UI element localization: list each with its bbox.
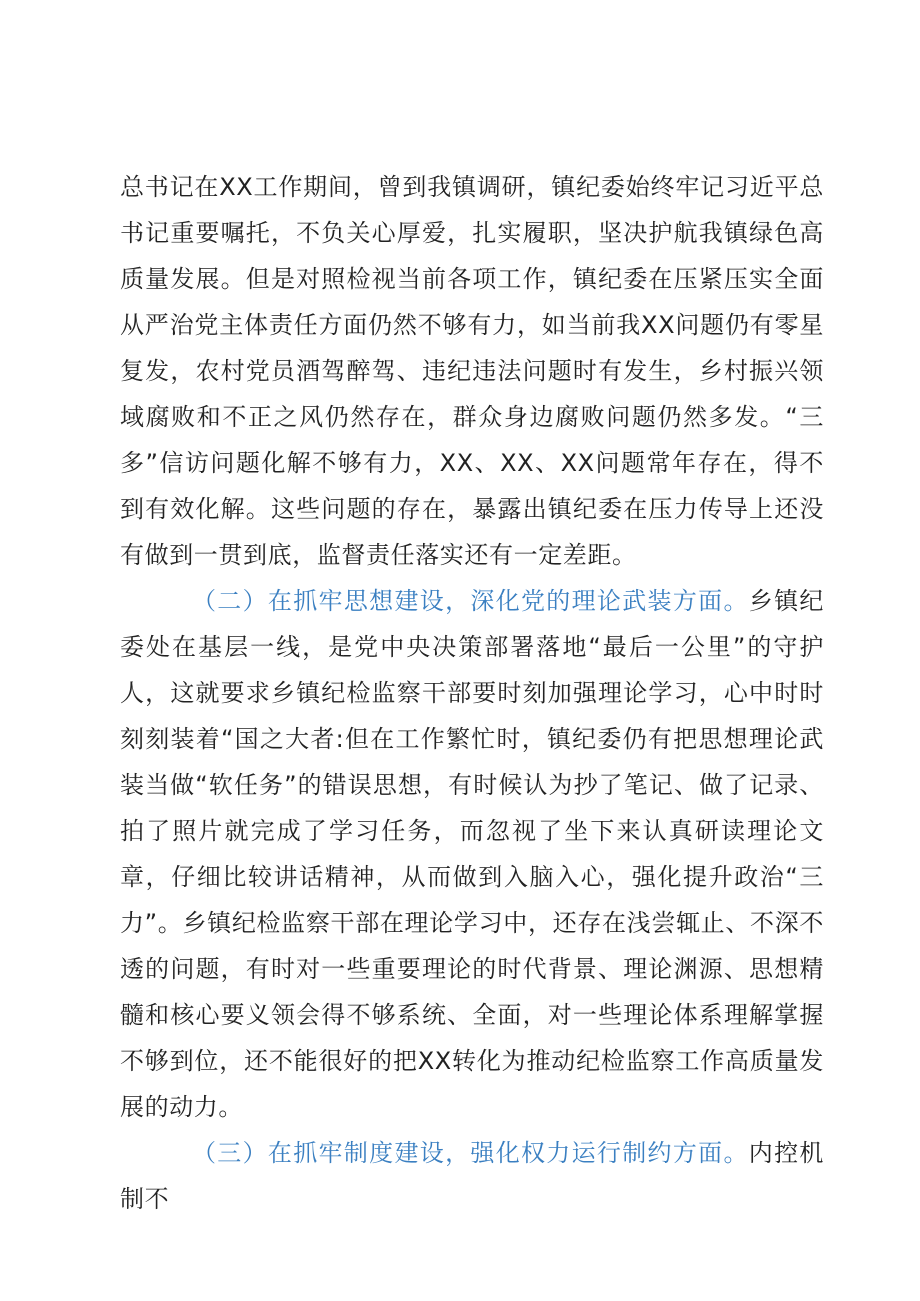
section-heading-2: （二）在抓牢思想建设，深化党的理论武装方面。 <box>192 587 749 615</box>
paragraph-1 <box>120 164 824 578</box>
section-heading-3: （三）在抓牢制度建设，强化权力运行制约方面。 <box>192 1139 749 1167</box>
paragraph-3 <box>120 1130 824 1222</box>
paragraph-3-text: 内控机制不 <box>120 1139 824 1213</box>
document-body <box>120 164 824 1222</box>
paragraph-2-text: 乡镇纪委处在基层一线，是党中央决策部署落地“最后一公里”的守护人，这就要求乡镇纪检监察干部要时刻加强理论学习，心中时时刻刻装着“国之大者:但在工作繁忙时，镇纪委仍有把思想理论武装当做“软任务”的错误思想，有时候认为抄了笔记、做了记录、拍了照片就完成了学习任务，而忽视了坐下来认真研读理论文章，仔细比较讲话精神，从而做到入脑入心，强化提升政治“三力”。乡镇纪检监察干部在理论学习中，还存在浅尝辄止、不深不透的问题，有时对一些重要理论的时代背景、理论渊源、思想精髓和核心要义领会得不够系统、全面，对一些理论体系理解掌握不够到位，还不能很好的把XX转化为推动纪检监察工作高质量发展的动力。 <box>120 587 824 1121</box>
paragraph-1-text: 总书记在XX工作期间，曾到我镇调研，镇纪委始终牢记习近平总书记重要嘱托，不负关心厚爱，扎实履职，坚决护航我镇绿色高质量发展。但是对照检视当前各项工作，镇纪委在压紧压实全面从严治党主体责任方面仍然不够有力，如当前我XX问题仍有零星复发，农村党员酒驾醉驾、违纪违法问题时有发生，乡村振兴领域腐败和不正之风仍然存在，群众身边腐败问题仍然多发。“三多”信访问题化解不够有力，XX、XX、XX问题常年存在，得不到有效化解。这些问题的存在，暴露出镇纪委在压力传导上还没有做到一贯到底，监督责任落实还有一定差距。 <box>120 173 824 569</box>
paragraph-2 <box>120 578 824 1130</box>
